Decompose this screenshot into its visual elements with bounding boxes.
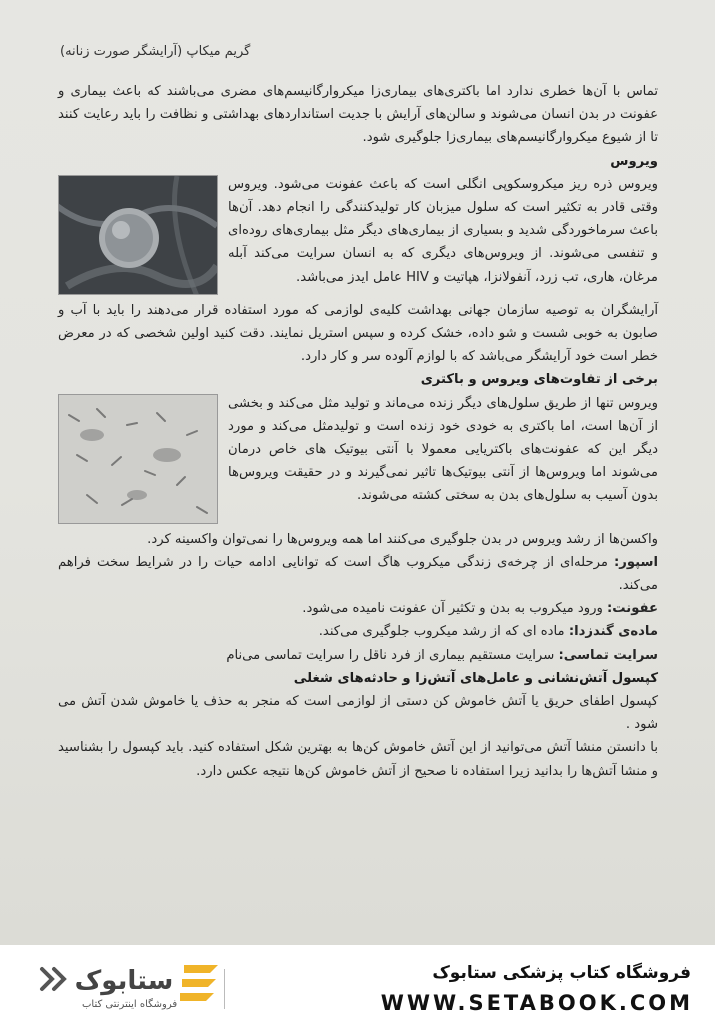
definition-spore-text: مرحله‌ای از چرخه‌ی زندگی میکروب هاگ است که توانایی ادامه حیات را در شرایط سخت فراهم می‌کند. bbox=[58, 554, 658, 594]
paragraph-fire-2: با دانستن منشا آتش می‌توانید از این آتش خاموش کن‌ها به بهترین شکل استفاده کنید. باید کپسول را بشناسید و منشا آتش‌ها را بدانید زیرا استفاده نا صحیح از آتش خاموش کن‌ها نتیجه عکس دارد. bbox=[58, 740, 658, 779]
definition-contact-text: سرایت مستقیم بیماری از فرد ناقل را سرایت تماسی می‌نام bbox=[226, 647, 555, 663]
heading-virus: ویروس bbox=[610, 153, 658, 169]
definition-disinfectant bbox=[58, 620, 658, 643]
logo-divider bbox=[224, 969, 225, 1009]
store-url[interactable]: WWW.SETABOOK.COM bbox=[380, 991, 693, 1015]
heading-differences: برخی از تفاوت‌های ویروس و باکتری bbox=[420, 372, 658, 388]
running-head: گریم میکاپ (آرایشگر صورت زنانه) bbox=[60, 44, 251, 59]
term-infection: عفونت: bbox=[607, 601, 658, 617]
term-spore: اسپور: bbox=[613, 554, 658, 570]
heading-fire: کپسول آتش‌نشانی و عامل‌های آتش‌زا و حادثه‌های شغلی bbox=[293, 670, 658, 686]
paragraph-vaccine: واکسن‌ها از رشد ویروس در بدن جلوگیری می‌کنند اما همه ویروس‌ها را نمی‌توان واکسینه کرد. bbox=[147, 531, 658, 547]
definition-infection-text: ورود میکروب به بدن و تکثیر آن عفونت نامیده می‌شود. bbox=[302, 601, 603, 617]
store-logo bbox=[34, 955, 274, 1015]
logo-tagline: فروشگاه اینترنتی کتاب bbox=[82, 999, 178, 1010]
body-text bbox=[58, 80, 658, 783]
paragraph-bacteria: تماس با آن‌ها خطری ندارد اما باکتری‌های بیماری‌زا میکروارگانیسم‌های مضری می‌باشند که باعث بیماری و عفونت در بدن انسان می‌شوند و سالن‌های آرایش با جدیت استانداردهای بهداشتی و نظافت را باید رعایت کنند تا از شیوع میکروارگانیسم‌های بیماری‌زا جلوگیری شود. bbox=[58, 84, 658, 146]
paragraph-virus: ویروس ذره ریز میکروسکوپی انگلی است که باعث عفونت می‌شود. ویروس وقتی قادر به تکثیر است که سلول میزبان کار تولیدکنندگی را انجام دهد. آن‌ها باعث سرماخوردگی شدید و بسیاری از بیماری‌های دیگر مثل بیماری‌های روده‌ای و تنفسی می‌شوند. از ویروس‌های دیگری که به انسان سرایت می‌کند آبله مرغان، هاری، تب زرد، آنفولانزا، هپاتیت و HIV عامل ایدز می‌باشد. bbox=[228, 176, 658, 285]
definition-spore bbox=[58, 551, 658, 597]
store-banner bbox=[0, 945, 715, 1024]
definition-disinfectant-text: ماده ای که از رشد میکروب جلوگیری می‌کند. bbox=[318, 624, 565, 640]
term-disinfectant: ماده‌ی گندزدا: bbox=[568, 624, 658, 640]
virus-image bbox=[58, 175, 218, 295]
definition-infection bbox=[58, 597, 658, 620]
paragraph-differences: ویروس تنها از طریق سلول‌های دیگر زنده می‌ماند و تولید مثل می‌کند و بخشی از آن‌ها است، اما باکتری به خودی خود زنده است و تولیدمثل می‌کند و مورد دیگر این که عفونت‌های باکتریایی معمولا با آنتی بیوتیک های خاص درمان می‌شوند اما ویروس‌ها از آنتی بیوتیک‌ها تاثیر نمی‌گیرند و در حقیقت ویروس‌ها بدون آسیب به سلول‌های بدن به سختی کشته می‌شوند. bbox=[228, 395, 658, 504]
logo-wordmark: ستابوک bbox=[74, 966, 174, 996]
store-name: فروشگاه کتاب پزشکی ستابوک bbox=[432, 963, 691, 983]
definition-contact bbox=[58, 644, 658, 667]
term-contact: سرایت تماسی: bbox=[558, 647, 658, 663]
bacteria-image bbox=[58, 394, 218, 524]
paragraph-fire: کپسول اطفای حریق یا آتش خاموش کن دستی از لوازمی است که منجر به حذف یا خاموش شدن آتش می شود . bbox=[58, 694, 658, 733]
paragraph-hygiene: آرایشگران به توصیه سازمان جهانی بهداشت کلیه‌ی لوازمی که مورد استفاده قرار می‌دهند را باید با آب و صابون به خوبی شست و شو داده، خشک کرده و سپس استریل نمایند. دقت کنید اولین شخصی که در معرض خطر است خود آرایشگر می‌باشد که با لوازم آلوده سر و کار دارد. bbox=[58, 302, 658, 365]
